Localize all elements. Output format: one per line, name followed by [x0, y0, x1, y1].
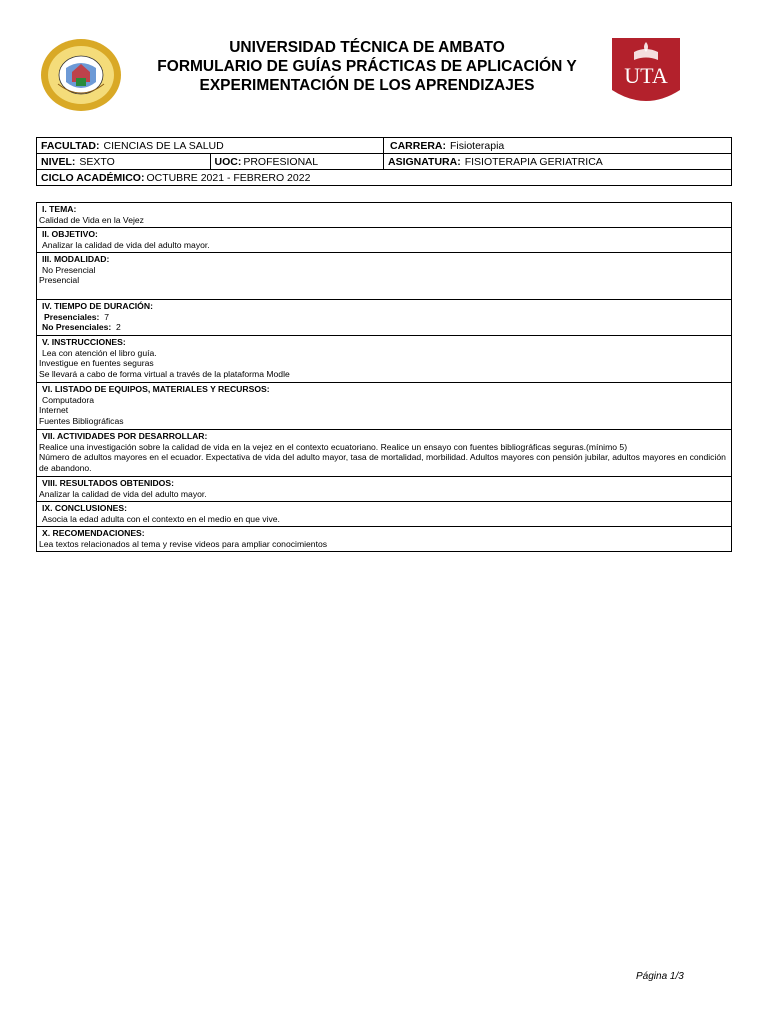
section-line: Fuentes Bibliográficas [39, 415, 124, 426]
section-title: IV. TIEMPO DE DURACIÓN: [42, 301, 153, 311]
section-line: Investigue en fuentes seguras [39, 358, 154, 368]
section-title: X. RECOMENDACIONES: [42, 528, 145, 538]
presenciales-value: 7 [104, 311, 109, 322]
section-resultados [37, 477, 731, 502]
nivel-label: NIVEL: [41, 155, 76, 168]
facultad-label: FACULTAD: [41, 139, 100, 152]
no-presenciales-value: 2 [116, 322, 121, 332]
logo-text: UTA [624, 63, 668, 88]
section-conclusiones [37, 502, 731, 527]
section-line: Analizar la calidad de vida del adulto mayor. [42, 239, 210, 250]
section-line: Se llevará a cabo de forma virtual a través de la plataforma Modle [39, 368, 290, 379]
section-line: Lea con atención el libro guía. [42, 347, 157, 358]
section-line: Computadora [42, 394, 95, 405]
section-line: Asocia la edad adulta con el contexto en el medio en que vive. [42, 513, 280, 524]
section-title: II. OBJETIVO: [42, 229, 98, 239]
section-recomendaciones [37, 527, 731, 551]
section-modalidad [37, 253, 731, 300]
facultad-cell [37, 138, 384, 154]
carrera-value: Fisioterapia [450, 139, 505, 152]
section-line: No Presencial [42, 264, 96, 275]
carrera-cell [384, 138, 732, 154]
asignatura-cell [384, 154, 732, 170]
section-line: Número de adultos mayores en el ecuador. Expectativa de vida del adulto mayor, tasa de mortalidad, morbilidad. Adultos mayores con pensión jubilar, adultos mayores en condición de abandono. [39, 452, 726, 473]
uoc-cell [210, 154, 384, 170]
course-info-table [36, 137, 732, 186]
section-tiempo [37, 300, 731, 336]
no-presenciales-line [39, 322, 729, 333]
section-line: Realice una investigación sobre la calidad de vida en la vejez en el contexto ecuatoriano. Realice un ensayo con fuentes bibliográficas seguras.(mínimo 5) [39, 441, 628, 452]
section-title: III. MODALIDAD: [42, 254, 110, 264]
section-title: VI. LISTADO DE EQUIPOS, MATERIALES Y RECURSOS: [42, 384, 270, 394]
university-seal-icon [40, 38, 122, 112]
asignatura-label: ASIGNATURA: [388, 155, 461, 168]
title-line-1: UNIVERSIDAD TÉCNICA DE AMBATO [229, 39, 505, 56]
section-line: Analizar la calidad de vida del adulto mayor. [39, 488, 207, 499]
uoc-label: UOC: [214, 155, 242, 168]
section-instrucciones [37, 336, 731, 383]
section-line: Internet [39, 405, 69, 415]
carrera-label: CARRERA: [390, 139, 446, 152]
section-line: Lea textos relacionados al tema y revise videos para ampliar conocimientos [39, 538, 328, 549]
document-title [140, 38, 594, 95]
nivel-value: SEXTO [79, 155, 115, 168]
asignatura-value: FISIOTERAPIA GERIATRICA [464, 155, 603, 168]
presenciales-line [39, 312, 729, 323]
section-title: V. INSTRUCCIONES: [42, 337, 126, 347]
section-actividades [37, 430, 731, 477]
title-line-3: EXPERIMENTACIÓN DE LOS APRENDIZAJES [199, 77, 535, 94]
page-header [0, 0, 768, 130]
section-objetivo [37, 228, 731, 253]
section-title: I. TEMA: [42, 204, 77, 214]
ciclo-label: CICLO ACADÉMICO: [41, 171, 145, 184]
guide-sections [36, 202, 732, 552]
section-listado [37, 383, 731, 430]
nivel-cell [37, 154, 211, 170]
section-title: VII. ACTIVIDADES POR DESARROLLAR: [42, 431, 208, 441]
facultad-value: CIENCIAS DE LA SALUD [103, 139, 224, 152]
section-line: Presencial [39, 275, 80, 285]
section-line: Calidad de Vida en la Vejez [39, 214, 144, 225]
ciclo-cell [37, 170, 732, 186]
presenciales-label: Presenciales: [44, 311, 100, 322]
uta-logo-icon [610, 38, 682, 112]
page-number: Página 1/3 [636, 971, 684, 982]
section-tema [37, 203, 731, 228]
section-title: VIII. RESULTADOS OBTENIDOS: [42, 478, 174, 488]
section-title: IX. CONCLUSIONES: [42, 503, 127, 513]
no-presenciales-label: No Presenciales: [42, 322, 112, 332]
title-line-2: FORMULARIO DE GUÍAS PRÁCTICAS DE APLICACIÓN Y [157, 58, 577, 75]
ciclo-value: OCTUBRE 2021 - FEBRERO 2022 [146, 171, 311, 184]
uoc-value: PROFESIONAL [243, 155, 319, 168]
